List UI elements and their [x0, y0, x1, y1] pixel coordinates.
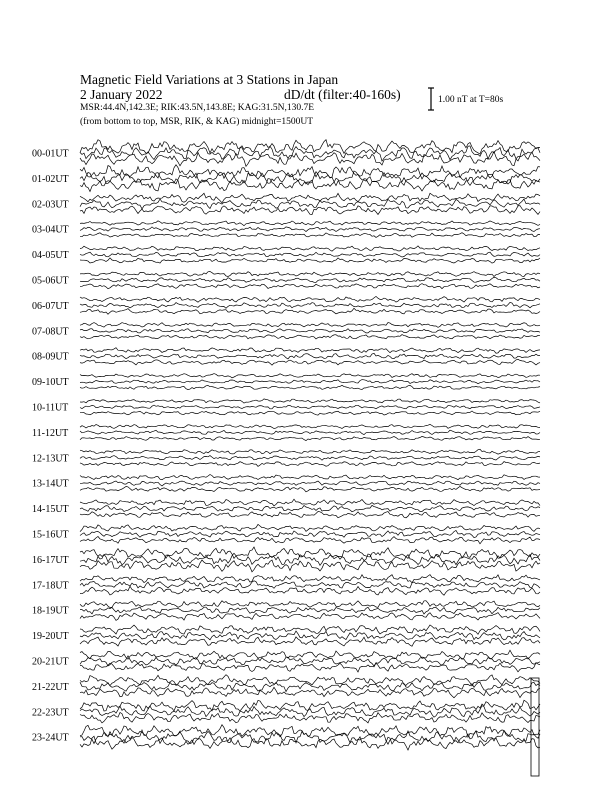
- row-label: 17-18UT: [32, 580, 69, 592]
- trace-kag-18-19ut: [80, 601, 540, 608]
- trace-msr-14-15ut: [80, 512, 540, 518]
- trace-rik-08-09ut: [80, 353, 540, 359]
- row-label: 07-08UT: [32, 326, 69, 338]
- trace-msr-15-16ut: [80, 537, 540, 544]
- trace-kag-08-09ut: [80, 348, 540, 354]
- trace-kag-20-21ut: [80, 650, 540, 659]
- trace-msr-06-07ut: [80, 308, 540, 314]
- row-label: 14-15UT: [32, 504, 69, 516]
- trace-rik-02-03ut: [80, 199, 540, 209]
- trace-rik-15-16ut: [80, 531, 540, 538]
- trace-msr-03-04ut: [80, 233, 540, 238]
- trace-rik-10-11ut: [80, 405, 540, 409]
- trace-kag-05-06ut: [80, 272, 540, 277]
- trace-kag-21-22ut: [80, 675, 540, 686]
- row-label: 20-21UT: [32, 656, 69, 668]
- trace-kag-11-12ut: [80, 424, 540, 428]
- trace-msr-10-11ut: [80, 411, 540, 415]
- row-label: 15-16UT: [32, 529, 69, 541]
- row-label: 00-01UT: [32, 148, 69, 160]
- trace-rik-13-14ut: [80, 481, 540, 486]
- row-label: 09-10UT: [32, 377, 69, 389]
- trace-rik-19-20ut: [80, 631, 540, 640]
- chart-date: 2 January 2022: [80, 87, 163, 102]
- row-label: 10-11UT: [32, 402, 69, 414]
- trace-rik-04-05ut: [80, 252, 540, 257]
- trace-kag-09-10ut: [80, 374, 540, 378]
- row-label: 16-17UT: [32, 554, 69, 566]
- trace-kag-00-01ut: [80, 140, 540, 154]
- trace-rik-00-01ut: [80, 146, 540, 161]
- trace-rik-14-15ut: [80, 505, 540, 511]
- row-label: 04-05UT: [32, 250, 69, 262]
- trace-kag-17-18ut: [80, 575, 540, 583]
- row-label: 19-20UT: [32, 631, 69, 643]
- trace-rik-12-13ut: [80, 456, 540, 461]
- row-label: 21-22UT: [32, 681, 69, 693]
- row-label: 06-07UT: [32, 300, 69, 312]
- trace-rik-18-19ut: [80, 607, 540, 614]
- station-order-note: (from bottom to top, MSR, RIK, & KAG) midnight=1500UT: [80, 117, 314, 127]
- trace-rik-23-24ut: [80, 730, 540, 744]
- trace-rik-03-04ut: [80, 227, 540, 232]
- trace-kag-15-16ut: [80, 524, 540, 531]
- trace-kag-13-14ut: [80, 475, 540, 480]
- chart-quantity: dD/dt (filter:40-160s): [284, 87, 401, 102]
- trace-kag-07-08ut: [80, 323, 540, 328]
- trace-msr-04-05ut: [80, 258, 540, 263]
- trace-rik-05-06ut: [80, 277, 540, 282]
- trace-msr-02-03ut: [80, 206, 540, 215]
- row-label: 13-14UT: [32, 478, 69, 490]
- row-label: 08-09UT: [32, 351, 69, 363]
- row-label: 22-23UT: [32, 707, 69, 719]
- trace-msr-11-12ut: [80, 436, 540, 440]
- trace-kag-02-03ut: [80, 193, 540, 203]
- row-label: 02-03UT: [32, 199, 69, 211]
- station-coordinates: MSR:44.4N,142.3E; RIK:43.5N,143.8E; KAG:31.5N,130.7E: [80, 103, 315, 113]
- row-label: 23-24UT: [32, 732, 69, 744]
- row-label: 05-06UT: [32, 275, 69, 287]
- scale-bar: [428, 88, 434, 110]
- trace-kag-12-13ut: [80, 449, 540, 454]
- row-label: 03-04UT: [32, 224, 69, 236]
- row-label: 01-02UT: [32, 173, 69, 185]
- trace-msr-08-09ut: [80, 359, 540, 365]
- trace-msr-21-22ut: [80, 687, 540, 698]
- trace-msr-17-18ut: [80, 586, 540, 595]
- trace-kag-14-15ut: [80, 499, 540, 506]
- trace-msr-07-08ut: [80, 335, 540, 339]
- trace-rik-09-10ut: [80, 380, 540, 384]
- trace-rik-17-18ut: [80, 581, 540, 589]
- row-label: 12-13UT: [32, 453, 69, 465]
- trace-rik-01-02ut: [80, 171, 540, 186]
- trace-rik-11-12ut: [80, 430, 540, 434]
- trace-msr-19-20ut: [80, 637, 540, 646]
- scale-label: 1.00 nT at T=80s: [438, 95, 504, 105]
- trace-rik-07-08ut: [80, 329, 540, 333]
- row-label: 18-19UT: [32, 605, 69, 617]
- trace-msr-09-10ut: [80, 385, 540, 389]
- trace-kag-23-24ut: [80, 725, 540, 738]
- trace-kag-01-02ut: [80, 165, 540, 179]
- trace-msr-12-13ut: [80, 462, 540, 467]
- trace-msr-18-19ut: [80, 613, 540, 621]
- trace-msr-05-06ut: [80, 284, 540, 289]
- trace-kag-10-11ut: [80, 399, 540, 403]
- trace-kag-06-07ut: [80, 296, 540, 302]
- trace-kag-19-20ut: [80, 625, 540, 634]
- trace-kag-03-04ut: [80, 221, 540, 226]
- chart-title: Magnetic Field Variations at 3 Stations in Japan: [80, 72, 339, 87]
- trace-rik-06-07ut: [80, 302, 540, 308]
- row-label: 11-12UT: [32, 427, 69, 439]
- trace-kag-04-05ut: [80, 246, 540, 251]
- trace-msr-13-14ut: [80, 486, 540, 491]
